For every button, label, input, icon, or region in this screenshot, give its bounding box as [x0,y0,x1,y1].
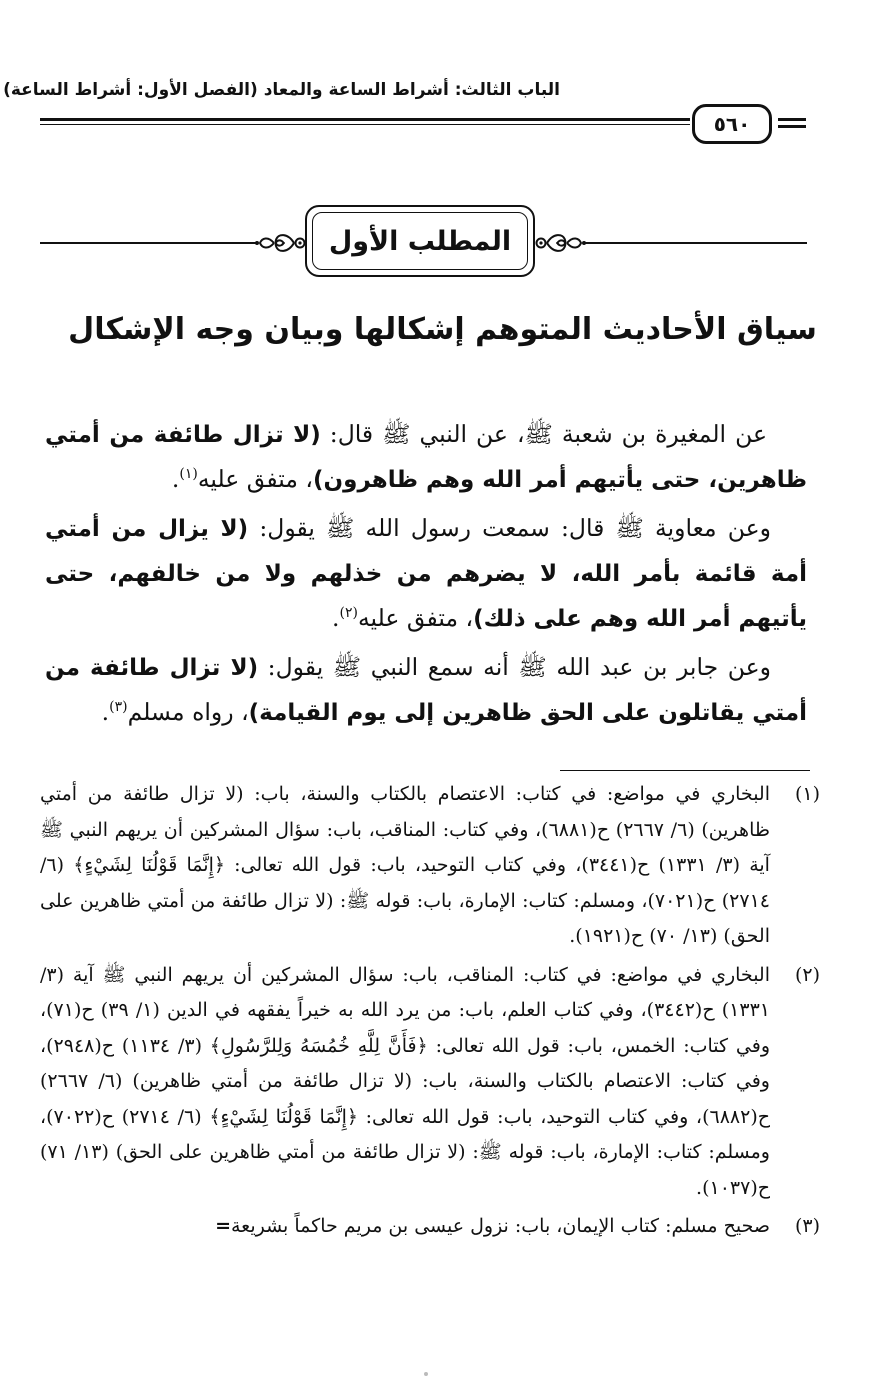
ornament-left-icon [254,228,306,258]
footnote-reference: (٢) [339,605,358,622]
hadith-intro: وعن معاوية ﷺ قال: سمعت رسول الله ﷺ يقول: [248,514,772,542]
sentence-end: . [101,698,110,726]
footnote-number: (٢) [794,963,820,986]
footnote [40,1209,820,1245]
hadith-text: (لا تزال طائفة من أمتي يقاتلون على الحق ظاهرين إلى يوم القيامة) [45,655,807,726]
footnote-number: (١) [794,783,820,805]
hadith-paragraph [45,412,807,502]
hadith-intro: عن المغيرة بن شعبة ﷺ، عن النبي ﷺ قال: [320,420,767,448]
sentence-end: . [171,465,180,493]
section-title-frame [305,205,535,277]
page-number-dash [778,118,806,121]
sentence-end: . [332,604,340,632]
hadith-paragraph [45,506,807,641]
footnote-text: البخاري في مواضع: في كتاب: الاعتصام بالكتاب والسنة، باب: (لا تزال طائفة من أمتي ظاهرين) (٦/ ٢٦٦٧) ح(٦٨٨١)، وفي كتاب: المناقب، باب: سؤال المشركين أن يريهم النبي ﷺ آية (٣/ ١٣٣١) ح(٣٤٤١)، وفي كتاب التوحيد، باب: قول الله تعالى: ﴿إِنَّمَا قَوْلُنَا لِشَيْءٍ﴾ (٦/ ٢٧١٤) ح(٧٠٢١)، ومسلم: كتاب: الإمارة، باب: قوله ﷺ: (لا تزال طائفة من أمتي ظاهرين على الحق) (١٣/ ٧٠) ح(١٩٢١). [40,783,770,947]
footnote-reference: (٣) [109,699,128,716]
footnote [40,958,820,1207]
page-number: ٥٦٠ [692,104,772,144]
hadith-text: (لا يزال من أمتي أمة قائمة بأمر الله، لا يضرهم من خذلهم ولا من خالفهم، حتى يأتيهم أمر الله وهم على ذلك) [45,516,807,632]
section-subtitle: سياق الأحاديث المتوهم إشكالها وبيان وجه الإشكال [68,312,817,347]
page-number-dash [778,125,806,128]
title-rule-right [585,242,807,244]
footnote-reference: (١) [179,466,198,483]
footnote [40,777,820,955]
header-rule-thick [40,118,690,121]
main-text [45,412,807,739]
footnote-text [40,1209,770,1245]
footnote-number: (٣) [794,1215,820,1237]
hadith-source: ، متفق عليه [197,465,314,493]
section-title: المطلب الأول [328,225,512,257]
hadith-source: ، رواه مسلم [127,698,249,726]
footnote-text: البخاري في مواضع: في كتاب: المناقب، باب: سؤال المشركين أن يريهم النبي ﷺ آية (٣/ ١٣٣١) ح(٣٤٤٢)، وفي كتاب العلم، باب: من يرد الله به خيراً يفقهه في الدين (١/ ٣٩) ح(٧١)، وفي كتاب: الخمس، باب: قول الله تعالى: ﴿فَأَنَّ لِلَّهِ خُمُسَهُ وَلِلرَّسُولِ﴾ (٣/ ١١٣٤) ح(٢٩٤٨)، وفي كتاب: الاعتصام بالكتاب والسنة، باب: (لا تزال طائفة من أمتي ظاهرين) (٦/ ٢٦٦٧) ح(٦٨٨٢)، وفي كتاب التوحيد، باب: قول الله تعالى: ﴿إِنَّمَا قَوْلُنَا لِشَيْءٍ﴾ (٦/ ٢٧١٤) ح(٧٠٢٢)، ومسلم: كتاب: الإمارة، باب: قوله ﷺ: (لا تزال طائفة من أمتي ظاهرين على الحق) (١٣/ ٧١) ح(١٠٣٧). [40,963,770,1199]
hadith-intro: وعن جابر بن عبد الله ﷺ أنه سمع النبي ﷺ يقول: [258,653,771,681]
footnote-separator [560,770,810,771]
page-speck [424,1372,428,1376]
hadith-source: ، متفق عليه [357,604,474,632]
footnotes [40,777,820,1248]
title-rule-left [40,242,258,244]
footnote-text-line: صحيح مسلم: كتاب الإيمان، باب: نزول عيسى بن مريم حاكماً بشريعة [230,1215,770,1237]
footnote-continuation-mark: = [215,1215,231,1237]
ornament-right-icon [535,228,587,258]
header-rule-thin [40,124,690,125]
running-header-title: الباب الثالث: أشراط الساعة والمعاد (الفصل الأول: أشراط الساعة) [3,80,560,100]
hadith-paragraph [45,645,807,735]
hadith-text: (لا تزال طائفة من أمتي ظاهرين، حتى يأتيهم أمر الله وهم ظاهرون) [45,422,807,493]
